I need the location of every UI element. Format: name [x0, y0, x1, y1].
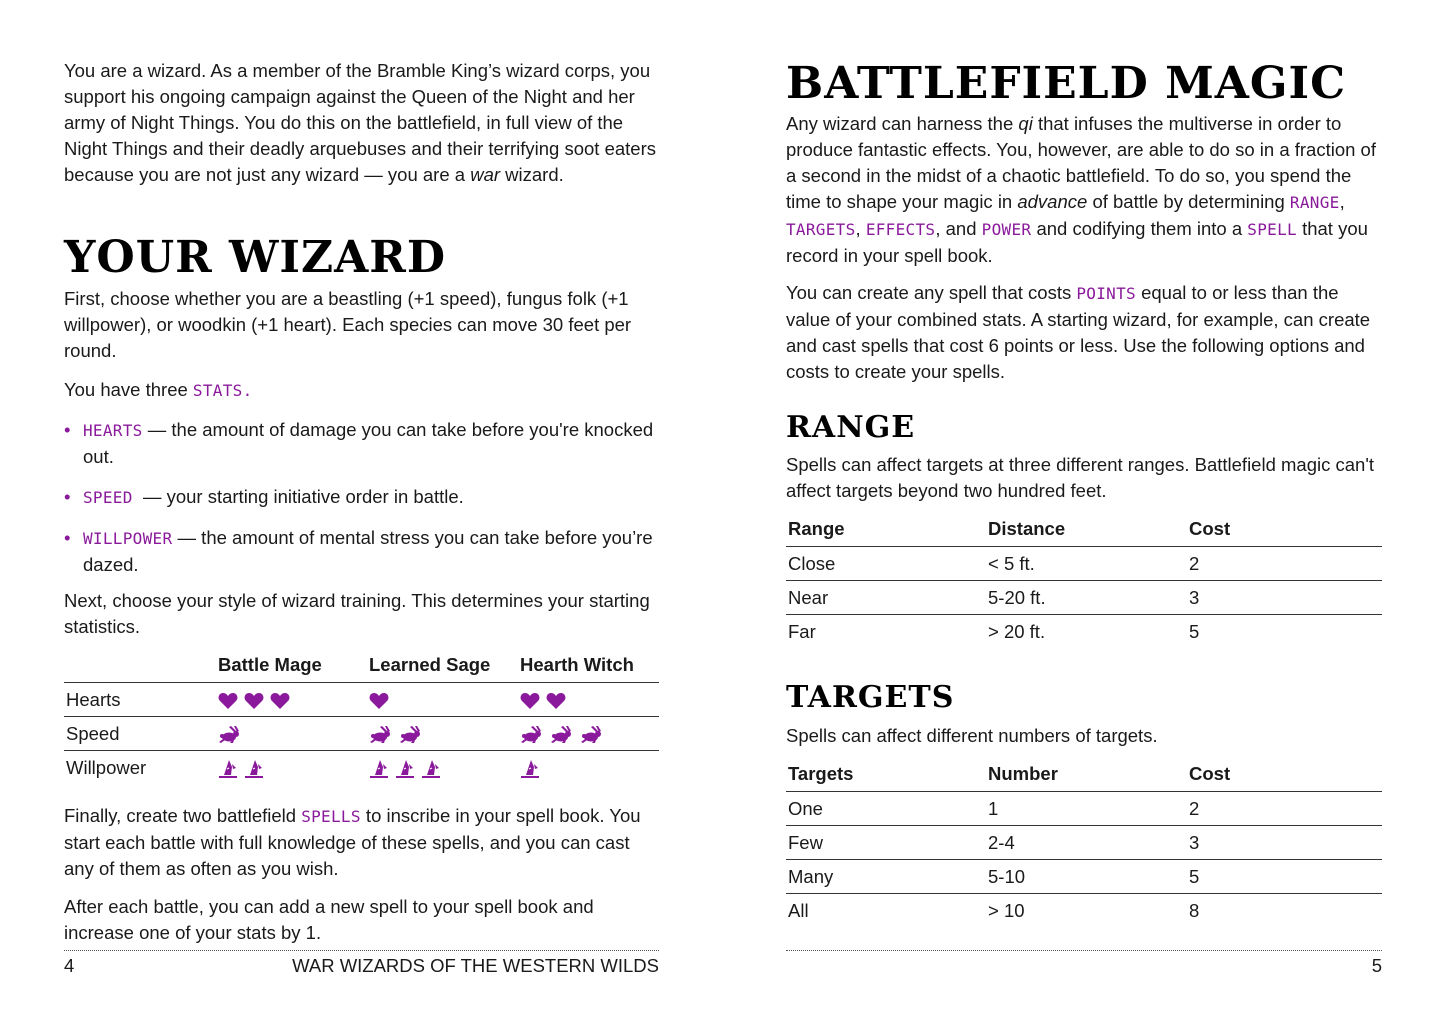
range-row — [786, 615, 1382, 649]
spells-paragraph: Finally, create two battlefield SPELLS to inscribe in your spell book. You start each battle with full knowledge of these spells, and you can cast any of them as often as you wish. — [64, 805, 641, 879]
footer-left — [64, 950, 659, 979]
rabbit-icon — [520, 723, 544, 745]
targets-row — [786, 860, 1382, 894]
stat-speed: • SPEED — your starting initiative order in battle. — [64, 486, 464, 507]
stat-icons — [518, 683, 659, 717]
training-paragraph: Next, choose your style of wizard training. This determines your starting statistics. — [64, 590, 650, 637]
wizard-hat-icon — [218, 756, 238, 778]
targets-cell: 3 — [1187, 826, 1382, 860]
range-heading: RANGE — [786, 410, 916, 445]
targets-table — [786, 761, 1382, 927]
targets-cell: 1 — [986, 792, 1187, 826]
targets-paragraph: Spells can affect different numbers of targets. — [786, 725, 1158, 746]
species-paragraph: First, choose whether you are a beastling (+1 speed), fungus folk (+1 willpower), or woodkin (+1 heart). Each species can move 30 feet per round. — [64, 288, 632, 361]
stat-icons — [367, 751, 518, 785]
points-paragraph: You can create any spell that costs POINTS equal to or less than the value of your combined stats. A starting wizard, for example, can create and cast spells that cost 6 points or less. Use the following options and costs to create your spells. — [786, 282, 1371, 382]
keyword-spells: SPELLS — [301, 807, 361, 826]
magic-paragraph: Any wizard can harness the qi that infuses the multiverse in order to produce fantastic effects. You, however, are able to do so in a fraction of a second in the midst of a chaotic battlefield. To do so, you spend the time to shape your magic in advance of battle by determining RANGE, TARGETS, EFFECTS, and POWER and codifying them into a SPELL that you record in your spell book. — [786, 113, 1376, 266]
keyword-points: POINTS — [1076, 284, 1136, 303]
range-cell: 5-20 ft. — [986, 581, 1187, 615]
targets-heading: TARGETS — [786, 680, 955, 715]
stat-icons — [367, 717, 518, 751]
training-row-hearts — [64, 683, 659, 717]
wizard-hat-icon — [369, 756, 389, 778]
rabbit-icon — [399, 723, 423, 745]
stat-icons — [367, 683, 518, 717]
stat-icons — [518, 717, 659, 751]
stat-label: Speed — [64, 717, 216, 751]
stat-willpower: • WILLPOWER — the amount of mental stress you can take before you’re dazed. — [64, 527, 653, 575]
stat-icons — [216, 683, 367, 717]
stat-label: Willpower — [66, 756, 147, 778]
range-row — [786, 547, 1382, 581]
targets-cell: 5 — [1187, 860, 1382, 894]
range-cell: > 20 ft. — [988, 620, 1046, 642]
targets-cell: All — [788, 899, 809, 921]
stat-hearts: • HEARTS — the amount of damage you can take before you're knocked out. — [64, 419, 654, 467]
wizard-hat-icon — [395, 756, 415, 778]
heart-icon — [270, 689, 290, 711]
right-page — [786, 0, 1382, 1025]
targets-cell: 2 — [1187, 792, 1382, 826]
your-wizard-heading: YOUR WIZARD — [64, 232, 446, 283]
keyword-power: POWER — [981, 220, 1032, 239]
stats-intro: You have three STATS. — [64, 379, 253, 400]
targets-cell: 8 — [1189, 899, 1200, 921]
training-row-speed — [64, 717, 659, 751]
col-learned-sage: Learned Sage — [367, 652, 518, 683]
keyword-spell: SPELL — [1247, 220, 1297, 239]
keyword-speed: SPEED — [83, 488, 133, 507]
col-hearth-witch: Hearth Witch — [518, 652, 659, 683]
range-cell: Close — [786, 547, 986, 581]
footer-right — [786, 950, 1382, 979]
wizard-hat-icon — [421, 756, 441, 778]
heart-icon — [218, 689, 238, 711]
left-page — [64, 0, 659, 1025]
range-cell: 2 — [1187, 547, 1382, 581]
rabbit-icon — [369, 723, 393, 745]
range-cell: 3 — [1187, 581, 1382, 615]
targets-cell: One — [786, 792, 986, 826]
range-cell: Far — [788, 620, 816, 642]
keyword-stats: STATS. — [192, 381, 253, 400]
keyword-range: RANGE — [1289, 193, 1340, 212]
training-table-header — [64, 652, 659, 683]
targets-cell: 2-4 — [986, 826, 1187, 860]
range-cell: < 5 ft. — [986, 547, 1187, 581]
stat-label: Hearts — [64, 683, 216, 717]
targets-cell: Few — [786, 826, 986, 860]
intro-paragraph: You are a wizard. As a member of the Bramble King’s wizard corps, you support his ongoing campaign against the Queen of the Night and her army of Night Things. You do this on the battlefield, in full view of the Night Things and their deadly arquebuses and their terrifying soot eaters because you are not just any wizard — you are a war wizard. — [64, 60, 657, 185]
keyword-effects: EFFECTS — [865, 220, 936, 239]
col-battle-mage: Battle Mage — [216, 652, 367, 683]
stat-icons — [216, 751, 367, 785]
targets-row — [786, 792, 1382, 826]
heart-icon — [546, 689, 566, 711]
targets-table-header: Targets Number Cost — [786, 761, 1382, 792]
page-number-left: 4 — [64, 955, 75, 976]
wizard-hat-icon — [520, 756, 540, 778]
targets-row — [786, 894, 1382, 928]
targets-cell: 5-10 — [986, 860, 1187, 894]
rabbit-icon — [550, 723, 574, 745]
targets-cell: > 10 — [988, 899, 1025, 921]
range-cell: 5 — [1189, 620, 1200, 642]
range-row — [786, 581, 1382, 615]
rabbit-icon — [580, 723, 604, 745]
heart-icon — [520, 689, 540, 711]
stat-icons — [518, 751, 659, 785]
heart-icon — [369, 689, 389, 711]
range-paragraph: Spells can affect targets at three different ranges. Battlefield magic can't affect targets beyond two hundred feet. — [786, 454, 1374, 501]
wizard-hat-icon — [244, 756, 264, 778]
targets-cell: Many — [786, 860, 986, 894]
range-cell: Near — [786, 581, 986, 615]
stat-icons — [216, 717, 367, 751]
range-table-header: Range Distance Cost — [786, 516, 1382, 547]
training-row-willpower — [64, 751, 659, 785]
advancement-paragraph: After each battle, you can add a new spell to your spell book and increase one of your stats by 1. — [64, 896, 594, 943]
heart-icon — [244, 689, 264, 711]
range-table — [786, 516, 1382, 648]
rabbit-icon — [218, 723, 242, 745]
keyword-willpower: WILLPOWER — [83, 529, 173, 548]
training-table — [64, 652, 659, 784]
targets-row — [786, 826, 1382, 860]
book-title: WAR WIZARDS OF THE WESTERN WILDS — [292, 955, 659, 976]
keyword-targets: TARGETS — [786, 220, 856, 239]
battlefield-magic-heading: BATTLEFIELD MAGIC — [786, 58, 1347, 109]
page-number-right: 5 — [1371, 955, 1382, 976]
keyword-hearts: HEARTS — [83, 421, 143, 440]
stats-list — [64, 417, 659, 578]
